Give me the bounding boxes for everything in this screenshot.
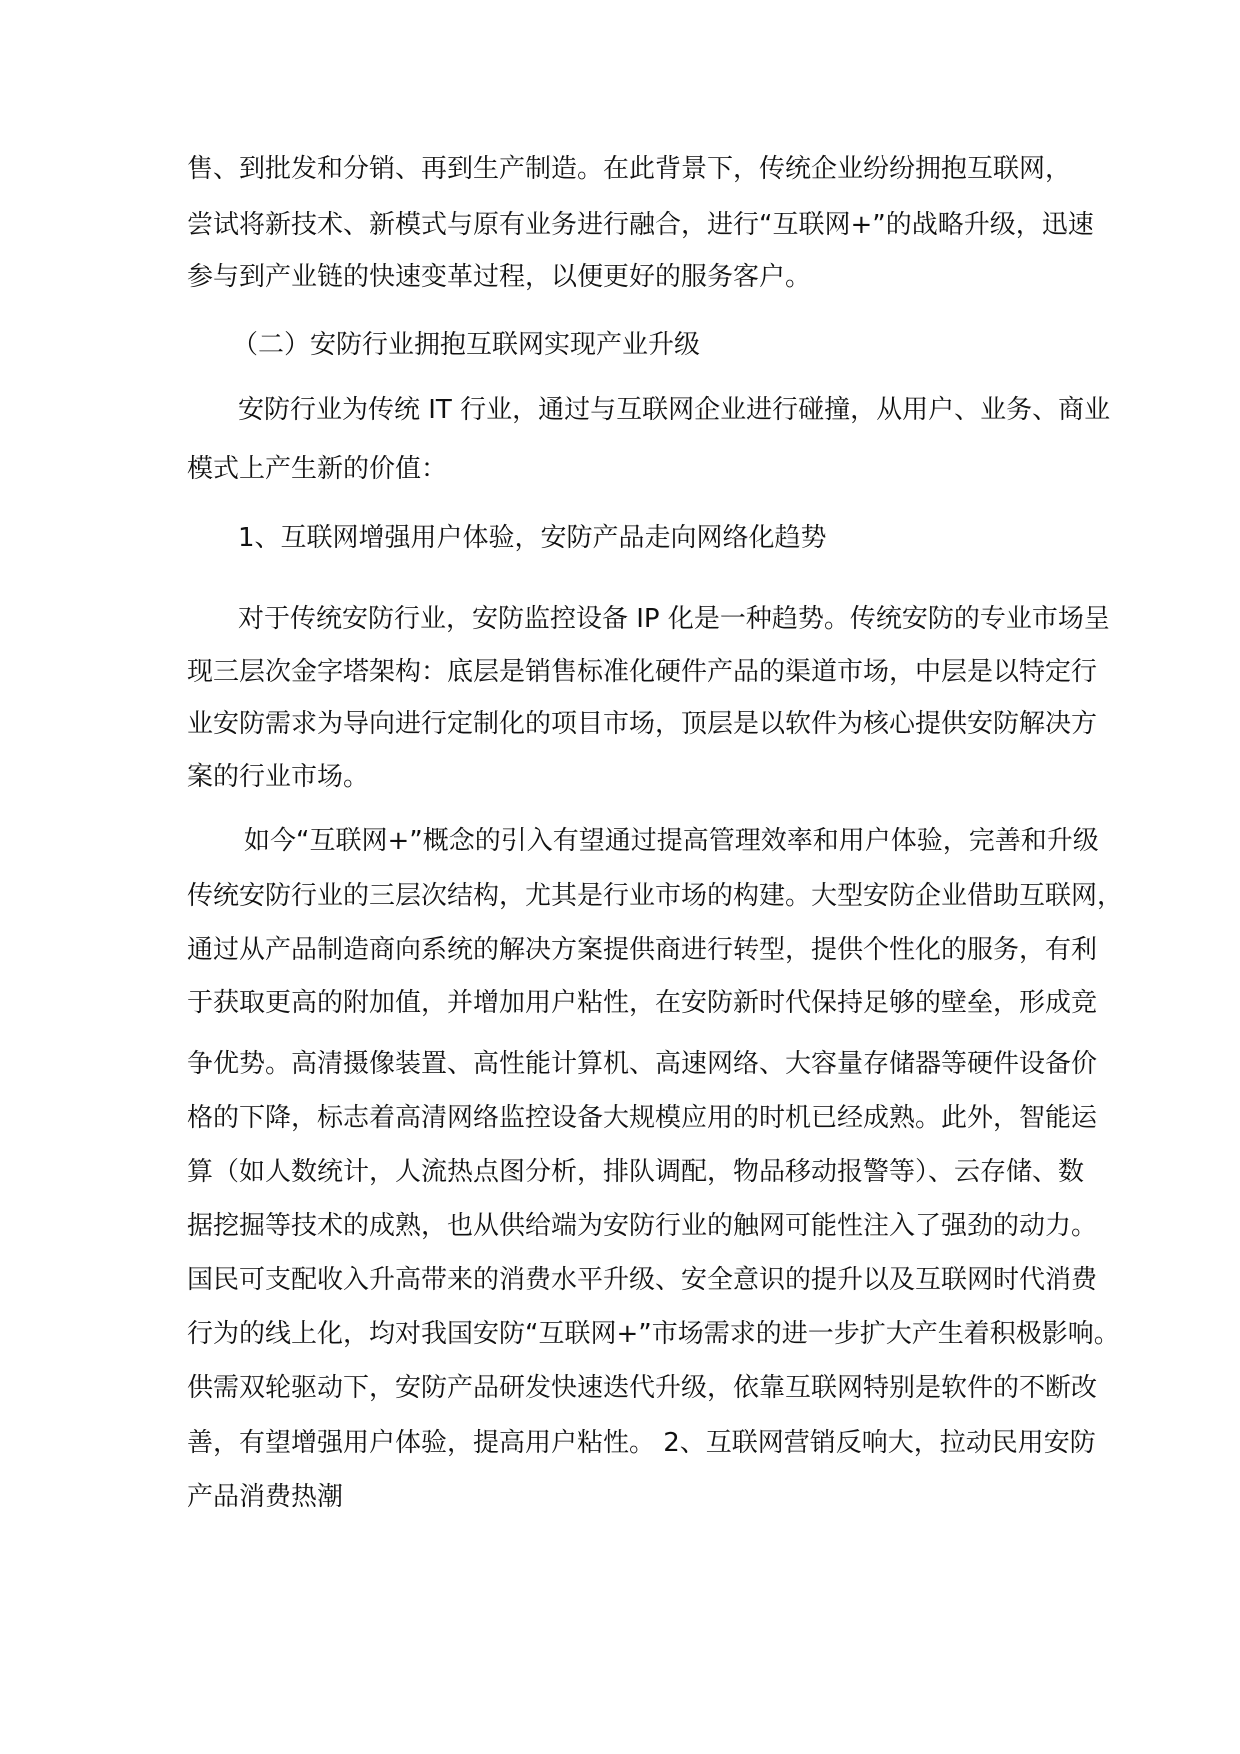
- body-text-line: 尝试将新技术、新模式与原有业务进行融合，进行“互联网+”的战略升级，迅速: [187, 210, 1094, 240]
- body-text-line: 通过从产品制造商向系统的解决方案提供商进行转型，提供个性化的服务，有利: [187, 935, 1098, 965]
- body-text-line: 如今“互联网+”概念的引入有望通过提高管理效率和用户体验，完善和升级: [244, 826, 1099, 856]
- body-text-line: 据挖掘等技术的成熟，也从供给端为安防行业的触网可能性注入了强劲的动力。: [187, 1211, 1098, 1241]
- body-text-line: 业安防需求为导向进行定制化的项目市场，顶层是以软件为核心提供安防解决方: [187, 709, 1098, 739]
- body-text-line: 争优势。高清摄像装置、高性能计算机、高速网络、大容量存储器等硬件设备价: [187, 1049, 1098, 1079]
- body-text-line: 模式上产生新的价值：: [187, 454, 448, 484]
- body-text-line: 算（如人数统计，人流热点图分析，排队调配，物品移动报警等）、云存储、数: [187, 1157, 1085, 1187]
- body-text-line: 安防行业为传统 IT 行业，通过与互联网企业进行碰撞，从用户、业务、商业: [238, 395, 1111, 425]
- body-text-line: 传统安防行业的三层次结构，尤其是行业市场的构建。大型安防企业借助互联网，: [187, 881, 1124, 911]
- section-heading: （二）安防行业拥抱互联网实现产业升级: [232, 330, 701, 360]
- body-text-line: 现三层次金字塔架构：底层是销售标准化硬件产品的渠道市场，中层是以特定行: [187, 657, 1098, 687]
- body-text-line: 于获取更高的附加值，并增加用户粘性，在安防新时代保持足够的壁垒，形成竞: [187, 988, 1098, 1018]
- body-text-line: 格的下降，标志着高清网络监控设备大规模应用的时机已经成熟。此外，智能运: [187, 1103, 1098, 1133]
- body-text-line: 国民可支配收入升高带来的消费水平升级、安全意识的提升以及互联网时代消费: [187, 1265, 1098, 1295]
- body-text-line: 行为的线上化，均对我国安防“互联网+”市场需求的进一步扩大产生着积极影响。: [187, 1319, 1120, 1349]
- body-text-line: 善，有望增强用户体验，提高用户粘性。 2、互联网营销反响大，拉动民用安防: [187, 1428, 1096, 1458]
- subsection-heading: 1、互联网增强用户体验，安防产品走向网络化趋势: [238, 523, 827, 553]
- body-text-line: 售、到批发和分销、再到生产制造。在此背景下，传统企业纷纷拥抱互联网，: [187, 154, 1072, 184]
- body-text-line: 产品消费热潮: [187, 1482, 344, 1512]
- body-text-line: 参与到产业链的快速变革过程，以便更好的服务客户。: [187, 262, 812, 292]
- body-text-line: 供需双轮驱动下，安防产品研发快速迭代升级，依靠互联网特别是软件的不断改: [187, 1373, 1098, 1403]
- body-text-line: 案的行业市场。: [187, 762, 370, 792]
- body-text-line: 对于传统安防行业，安防监控设备 IP 化是一种趋势。传统安防的专业市场呈: [238, 604, 1110, 634]
